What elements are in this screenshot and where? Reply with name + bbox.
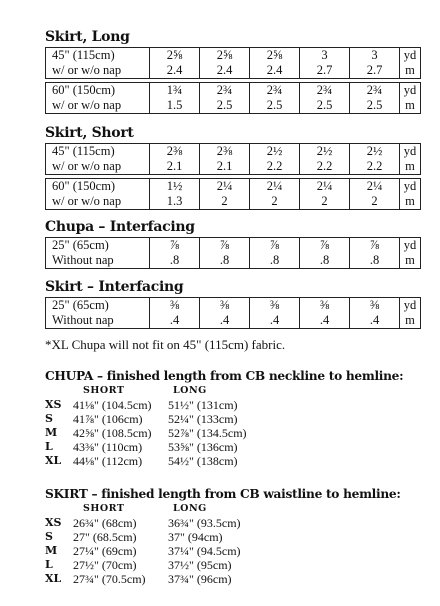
yardage-cell: 2.4 — [250, 63, 300, 79]
unit-label: yd — [400, 144, 421, 160]
long-length: 37¾" (96cm) — [168, 572, 232, 586]
yardage-cell: 1½ — [150, 179, 200, 195]
yardage-cell: ⅜ — [150, 298, 200, 314]
yardage-cell: 2¾ — [350, 83, 400, 99]
yardage-cell: 2⅝ — [200, 48, 250, 64]
nap-label: w/ or w/o nap — [46, 159, 150, 175]
column-header-short: SHORT — [83, 385, 125, 396]
yardage-cell: .4 — [350, 313, 400, 329]
column-header-short: SHORT — [83, 503, 125, 514]
size-label: S — [45, 530, 53, 543]
unit-label: yd — [400, 48, 421, 64]
list-item — [45, 544, 305, 558]
table-row — [46, 144, 421, 160]
long-length: 36¾" (93.5cm) — [168, 516, 241, 530]
size-label: XS — [45, 398, 62, 411]
table-row — [46, 179, 421, 195]
table-row — [46, 98, 421, 114]
yardage-cell: 3 — [350, 48, 400, 64]
table-row — [46, 253, 421, 269]
yardage-cell: 2.5 — [300, 98, 350, 114]
yardage-cell: 2¼ — [200, 179, 250, 195]
fabric-width-label: 60" (150cm) — [46, 179, 150, 195]
table-row — [46, 83, 421, 99]
long-length: 52¼" (133cm) — [168, 412, 238, 426]
chupa-finished-length-title: CHUPA – finished length from CB neckline to hemline: — [45, 369, 404, 383]
nap-label: w/ or w/o nap — [46, 194, 150, 210]
yardage-cell: ⅞ — [300, 238, 350, 254]
column-header-long: LONG — [173, 503, 207, 514]
unit-label: m — [400, 313, 421, 329]
yardage-table-skirt-long — [45, 47, 421, 114]
long-length: 52⅞" (134.5cm) — [168, 426, 247, 440]
xl-chupa-note: *XL Chupa will not fit on 45" (115cm) fabric. — [45, 337, 286, 352]
yardage-cell: 2⅝ — [250, 48, 300, 64]
section-heading-chupa-interfacing: Chupa – Interfacing — [45, 219, 195, 235]
yardage-table-skirt-short — [45, 143, 421, 210]
yardage-cell: 2.4 — [150, 63, 200, 79]
list-item — [45, 530, 305, 544]
yardage-table-skirt-interfacing — [45, 297, 421, 329]
unit-label: yd — [400, 298, 421, 314]
list-item — [45, 440, 305, 454]
yardage-cell: 2⅜ — [200, 144, 250, 160]
table-row — [46, 313, 421, 329]
yardage-cell: .4 — [200, 313, 250, 329]
unit-label: m — [400, 159, 421, 175]
yardage-cell: ⅜ — [300, 298, 350, 314]
size-label: S — [45, 412, 53, 425]
table-row — [46, 298, 421, 314]
nap-label: w/ or w/o nap — [46, 98, 150, 114]
yardage-cell: 2 — [350, 194, 400, 210]
yardage-cell: 2.4 — [200, 63, 250, 79]
yardage-cell: 2 — [300, 194, 350, 210]
size-label: M — [45, 544, 58, 557]
nap-label: w/ or w/o nap — [46, 63, 150, 79]
table-row — [46, 194, 421, 210]
long-length: 37" (94cm) — [168, 530, 223, 544]
list-item — [45, 454, 305, 468]
section-heading-skirt-interfacing: Skirt – Interfacing — [45, 279, 184, 295]
yardage-cell: 2⅝ — [150, 48, 200, 64]
yardage-table-chupa-interfacing — [45, 237, 421, 269]
yardage-cell: .8 — [250, 253, 300, 269]
column-header-long: LONG — [173, 385, 207, 396]
short-length: 42⅝" (108.5cm) — [73, 426, 152, 440]
yardage-cell: .8 — [200, 253, 250, 269]
unit-label: m — [400, 253, 421, 269]
yardage-cell: 2.5 — [250, 98, 300, 114]
long-length: 54½" (138cm) — [168, 454, 238, 468]
list-item — [45, 398, 305, 412]
short-length: 27½" (70cm) — [73, 558, 137, 572]
yardage-cell: .8 — [300, 253, 350, 269]
section-heading-skirt-long: Skirt, Long — [45, 29, 130, 45]
yardage-cell: ⅜ — [350, 298, 400, 314]
yardage-cell: 2¾ — [300, 83, 350, 99]
yardage-cell: .8 — [150, 253, 200, 269]
long-length: 37½" (95cm) — [168, 558, 232, 572]
nap-label: Without nap — [46, 313, 150, 329]
yardage-cell: 2.7 — [300, 63, 350, 79]
yardage-cell: ⅜ — [250, 298, 300, 314]
long-length: 51½" (131cm) — [168, 398, 238, 412]
yardage-cell: 3 — [300, 48, 350, 64]
section-heading-skirt-short: Skirt, Short — [45, 125, 134, 141]
list-item — [45, 426, 305, 440]
table-row — [46, 63, 421, 79]
yardage-cell: 2.1 — [150, 159, 200, 175]
yardage-cell: 2¾ — [250, 83, 300, 99]
yardage-cell: ⅜ — [200, 298, 250, 314]
long-length: 53⅝" (136cm) — [168, 440, 238, 454]
skirt-length-column-headers — [45, 502, 305, 516]
size-label: XS — [45, 516, 62, 529]
yardage-cell: 2½ — [300, 144, 350, 160]
yardage-cell: 2¼ — [300, 179, 350, 195]
nap-label: Without nap — [46, 253, 150, 269]
yardage-cell: 2.5 — [350, 98, 400, 114]
yardage-cell: 2¼ — [250, 179, 300, 195]
size-label: L — [45, 558, 53, 571]
unit-label: m — [400, 63, 421, 79]
yardage-cell: 2.2 — [350, 159, 400, 175]
chupa-length-column-headers — [45, 384, 305, 398]
yardage-cell: .4 — [150, 313, 200, 329]
skirt-finished-length-title: SKIRT – finished length from CB waistline to hemline: — [45, 487, 401, 501]
fabric-width-label: 45" (115cm) — [46, 48, 150, 64]
yardage-cell: ⅞ — [250, 238, 300, 254]
fabric-width-label: 60" (150cm) — [46, 83, 150, 99]
yardage-cell: 2.1 — [200, 159, 250, 175]
unit-label: m — [400, 98, 421, 114]
yardage-cell: 2 — [250, 194, 300, 210]
table-row — [46, 48, 421, 64]
list-item — [45, 412, 305, 426]
size-label: XL — [45, 454, 62, 467]
yardage-cell: 2⅜ — [150, 144, 200, 160]
yardage-cell: .8 — [350, 253, 400, 269]
yardage-cell: .4 — [300, 313, 350, 329]
yardage-cell: 2.2 — [250, 159, 300, 175]
short-length: 27¾" (70.5cm) — [73, 572, 146, 586]
short-length: 27" (68.5cm) — [73, 530, 137, 544]
yardage-cell: 1.3 — [150, 194, 200, 210]
size-label: M — [45, 426, 58, 439]
yardage-cell: ⅞ — [150, 238, 200, 254]
fabric-width-label: 45" (115cm) — [46, 144, 150, 160]
size-label: L — [45, 440, 53, 453]
short-length: 26¾" (68cm) — [73, 516, 137, 530]
fabric-width-label: 25" (65cm) — [46, 298, 150, 314]
short-length: 27¼" (69cm) — [73, 544, 137, 558]
yardage-cell: 2½ — [250, 144, 300, 160]
yardage-cell: 2.5 — [200, 98, 250, 114]
long-length: 37¼" (94.5cm) — [168, 544, 241, 558]
list-item — [45, 516, 305, 530]
yardage-cell: 2.2 — [300, 159, 350, 175]
yardage-cell: 2¼ — [350, 179, 400, 195]
short-length: 44⅛" (112cm) — [73, 454, 143, 468]
short-length: 41⅞" (106cm) — [73, 412, 143, 426]
unit-label: yd — [400, 179, 421, 195]
yardage-cell: 2½ — [350, 144, 400, 160]
table-row — [46, 159, 421, 175]
unit-label: yd — [400, 238, 421, 254]
yardage-cell: 2 — [200, 194, 250, 210]
yardage-cell: 2¾ — [200, 83, 250, 99]
yardage-cell: 1.5 — [150, 98, 200, 114]
yardage-cell: 1¾ — [150, 83, 200, 99]
fabric-width-label: 25" (65cm) — [46, 238, 150, 254]
list-item — [45, 558, 305, 572]
table-row — [46, 238, 421, 254]
yardage-cell: .4 — [250, 313, 300, 329]
yardage-cell: 2.7 — [350, 63, 400, 79]
short-length: 41⅛" (104.5cm) — [73, 398, 152, 412]
yardage-cell: ⅞ — [350, 238, 400, 254]
size-label: XL — [45, 572, 62, 585]
unit-label: m — [400, 194, 421, 210]
short-length: 43⅜" (110cm) — [73, 440, 143, 454]
unit-label: yd — [400, 83, 421, 99]
list-item — [45, 572, 305, 586]
yardage-cell: ⅞ — [200, 238, 250, 254]
